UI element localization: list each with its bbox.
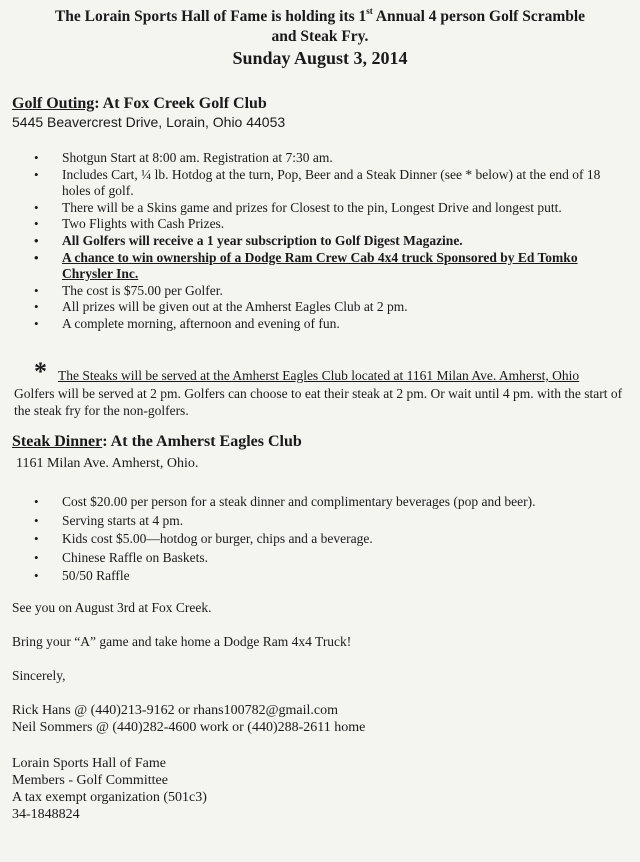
golf-heading-label: Golf Outing bbox=[12, 95, 95, 112]
contact-rick: Rick Hans @ (440)213-9162 or rhans100782@gmail.com bbox=[12, 703, 338, 718]
steak-note-line-1 bbox=[14, 368, 632, 385]
contact-neil: Neil Sommers @ (440)282-4600 work or (440)288-2611 home bbox=[12, 720, 366, 735]
list-item: • Kids cost $5.00—hotdog or burger, chips and a beverage. bbox=[34, 530, 630, 549]
title-text-end: Annual 4 person Golf Scramble bbox=[372, 8, 586, 25]
steak-note-location: Steaks will be served at the Amherst Eagles Club located at 1161 Milan Ave. Amherst, Ohio bbox=[79, 368, 580, 383]
list-item: • A chance to win ownership of a Dodge Ram Crew Cab 4x4 truck Sponsored by Ed Tomko Chrysler Inc. bbox=[34, 250, 630, 283]
org-name: Lorain Sports Hall of Fame bbox=[12, 756, 166, 771]
dinner-address: 1161 Milan Ave. Amherst, Ohio. bbox=[16, 456, 199, 471]
list-item: • 50/50 Raffle bbox=[34, 567, 630, 586]
dinner-heading-location: : At the Amherst Eagles Club bbox=[102, 433, 302, 450]
ordinal-suffix: st bbox=[366, 6, 373, 16]
golf-details-list bbox=[34, 150, 630, 333]
golf-outing-heading bbox=[12, 95, 267, 113]
list-item: • Cost $20.00 per person for a steak dinner and complimentary beverages (pop and beer). bbox=[34, 493, 630, 512]
list-item: • A complete morning, afternoon and evening of fun. bbox=[34, 316, 630, 333]
asterisk-mark: * bbox=[34, 357, 47, 386]
list-item: • All Golfers will receive a 1 year subscription to Golf Digest Magazine. bbox=[34, 233, 630, 250]
title-line-1 bbox=[14, 7, 626, 26]
steak-note-lead: The bbox=[58, 368, 79, 383]
org-tax-id: 34-1848824 bbox=[12, 807, 80, 822]
see-you-line: See you on August 3rd at Fox Creek. bbox=[12, 600, 212, 615]
golf-heading-location: : At Fox Creek Golf Club bbox=[94, 95, 267, 112]
dinner-details-list bbox=[34, 493, 630, 586]
list-item: • The cost is $75.00 per Golfer. bbox=[34, 283, 630, 300]
list-item: • All prizes will be given out at the Amherst Eagles Club at 2 pm. bbox=[34, 299, 630, 316]
bring-game-line: Bring your “A” game and take home a Dodge Ram 4x4 Truck! bbox=[12, 634, 352, 649]
list-item: • Shotgun Start at 8:00 am. Registration at 7:30 am. bbox=[34, 150, 630, 167]
list-item: • Includes Cart, ¼ lb. Hotdog at the turn, Pop, Beer and a Steak Dinner (see * below) at the end of 18 holes of golf. bbox=[34, 167, 630, 200]
sincerely-line: Sincerely, bbox=[12, 668, 66, 683]
steak-note-body: Golfers will be served at 2 pm. Golfers can choose to eat their steak at 2 pm. Or wait until 4 pm. with the start of the steak fry for the non-golfers. bbox=[14, 386, 623, 418]
golf-address: 5445 Beavercrest Drive, Lorain, Ohio 44053 bbox=[12, 114, 286, 130]
event-date: Sunday August 3, 2014 bbox=[232, 48, 408, 68]
steak-dinner-heading bbox=[12, 433, 302, 451]
list-item: • There will be a Skins game and prizes for Closest to the pin, Longest Drive and longest putt. bbox=[34, 200, 630, 217]
dinner-heading-label: Steak Dinner bbox=[12, 433, 103, 450]
org-committee: Members - Golf Committee bbox=[12, 773, 168, 788]
list-item: • Chinese Raffle on Baskets. bbox=[34, 549, 630, 568]
title-text: The Lorain Sports Hall of Fame is holding its 1 bbox=[54, 8, 367, 25]
list-item: • Serving starts at 4 pm. bbox=[34, 512, 630, 531]
title-line-2: and Steak Fry. bbox=[271, 28, 369, 45]
org-tax-status: A tax exempt organization (501c3) bbox=[12, 790, 207, 805]
list-item: • Two Flights with Cash Prizes. bbox=[34, 216, 630, 233]
